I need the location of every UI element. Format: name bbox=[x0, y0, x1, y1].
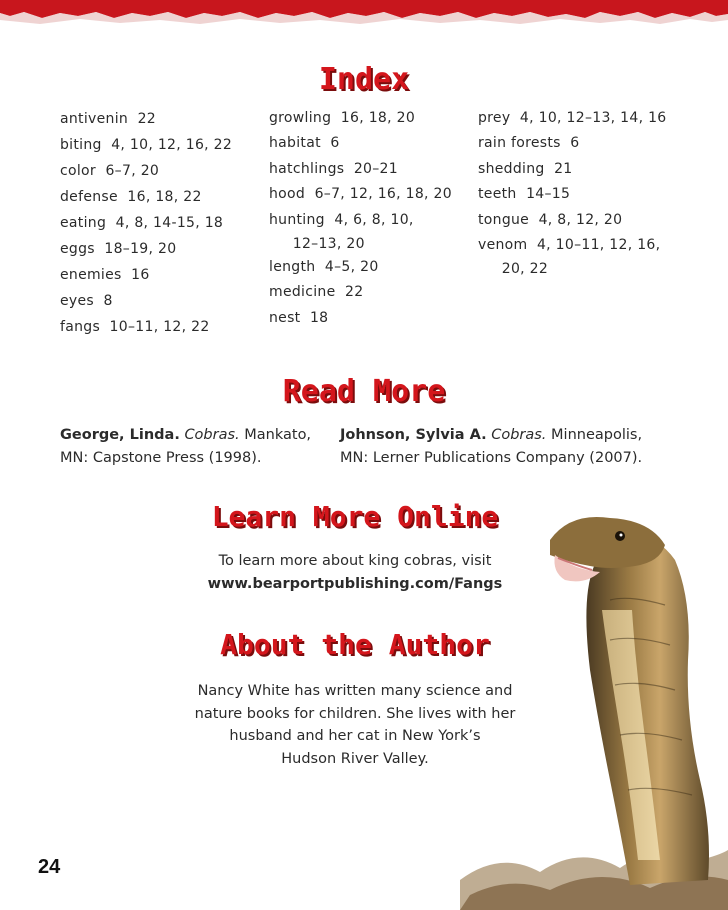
index-heading: Index bbox=[318, 62, 410, 97]
index-entry: eating 4, 8, 14-15, 18 bbox=[60, 215, 224, 231]
index-entry: fangs 10–11, 12, 22 bbox=[60, 319, 210, 335]
index-column-1 bbox=[60, 106, 232, 340]
index-entry: rain forests 6 bbox=[478, 135, 580, 152]
index-entry: antivenin 22 bbox=[60, 111, 156, 127]
index-entry: growling 16, 18, 20 bbox=[269, 110, 416, 126]
index-entry: prey 4, 10, 12–13, 14, 16 bbox=[478, 110, 667, 126]
book-title: Cobras. bbox=[491, 427, 547, 443]
index-entry: length 4–5, 20 bbox=[269, 259, 379, 276]
index-entry: enemies 16 bbox=[60, 267, 150, 283]
index-entry: habitat 6 bbox=[269, 135, 340, 152]
index-entry: hunting 4, 6, 8, 10, bbox=[269, 211, 414, 228]
book-author: Johnson, Sylvia A. bbox=[340, 427, 487, 443]
index-entry: hatchlings 20–21 bbox=[269, 160, 398, 177]
index-entry: eyes 8 bbox=[60, 293, 113, 309]
about-line: husband and her cat in New York’s bbox=[229, 728, 481, 744]
book-publication: MN: Lerner Publications Company (2007). bbox=[340, 450, 643, 466]
index-column-3 bbox=[478, 106, 667, 280]
book-publication: Mankato, bbox=[239, 427, 312, 443]
book-author: George, Linda. bbox=[60, 427, 180, 443]
book-reference bbox=[340, 424, 670, 470]
learn-more-line: To learn more about king cobras, visit bbox=[218, 553, 492, 569]
index-entry: medicine 22 bbox=[269, 284, 364, 301]
book-publication: Minneapolis, bbox=[546, 427, 643, 443]
about-author-heading: About the Author bbox=[220, 628, 490, 661]
index-entry: biting 4, 10, 12, 16, 22 bbox=[60, 137, 233, 153]
page-number: 24 bbox=[38, 856, 61, 878]
book-publication: MN: Capstone Press (1998). bbox=[60, 450, 262, 466]
read-more-heading: Read More bbox=[282, 374, 446, 409]
about-line: Hudson River Valley. bbox=[281, 750, 429, 767]
about-author-text bbox=[190, 680, 520, 770]
learn-more-heading: Learn More Online bbox=[211, 500, 499, 533]
website-link[interactable]: www.bearportpublishing.com/Fangs bbox=[207, 575, 503, 592]
top-decorative-band bbox=[0, 0, 728, 44]
index-entry: nest 18 bbox=[269, 309, 329, 326]
index-entry: venom 4, 10–11, 12, 16, bbox=[478, 237, 661, 254]
index-entry: defense 16, 18, 22 bbox=[60, 189, 202, 205]
index-entry: color 6–7, 20 bbox=[60, 163, 160, 179]
about-line: nature books for children. She lives with her bbox=[194, 705, 516, 722]
index-entry: tongue 4, 8, 12, 20 bbox=[478, 211, 623, 228]
book-reference bbox=[60, 424, 330, 470]
index-entry: shedding 21 bbox=[478, 160, 573, 177]
about-line: Nancy White has written many science and bbox=[197, 683, 513, 699]
index-entry: 12–13, 20 bbox=[269, 236, 365, 253]
index-entry: teeth 14–15 bbox=[478, 186, 571, 203]
book-title: Cobras. bbox=[184, 427, 240, 443]
index-column-2 bbox=[269, 106, 452, 331]
index-entry: hood 6–7, 12, 16, 18, 20 bbox=[269, 186, 452, 203]
index-entry: eggs 18–19, 20 bbox=[60, 241, 177, 257]
index-entry: 20, 22 bbox=[478, 261, 549, 278]
